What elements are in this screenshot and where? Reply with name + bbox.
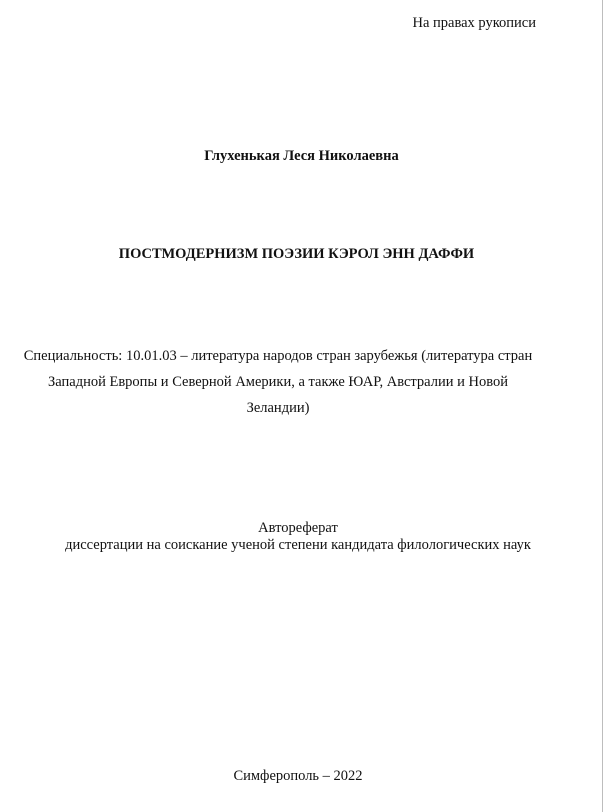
abstract-subtitle: диссертации на соискание ученой степени кандидата филологических наук	[65, 537, 531, 553]
dissertation-title: ПОСТМОДЕРНИЗМ ПОЭЗИИ КЭРОЛ ЭНН ДАФФИ	[118, 246, 475, 262]
specialty-line-1: Специальность: 10.01.03 – литература народов стран зарубежья (литература стран	[23, 348, 533, 364]
manuscript-note: На правах рукописи	[412, 15, 536, 31]
abstract-block	[0, 520, 596, 554]
city-year: Симферополь – 2022	[233, 768, 363, 784]
specialty-line-2: Западной Европы и Северной Америки, а также ЮАР, Австралии и Новой	[48, 374, 508, 390]
author-name: Глухенькая Леся Николаевна	[204, 148, 399, 164]
abstract-heading: Автореферат	[258, 520, 338, 536]
specialty-line-3: Зеландии)	[246, 400, 310, 416]
specialty-block	[18, 343, 538, 421]
